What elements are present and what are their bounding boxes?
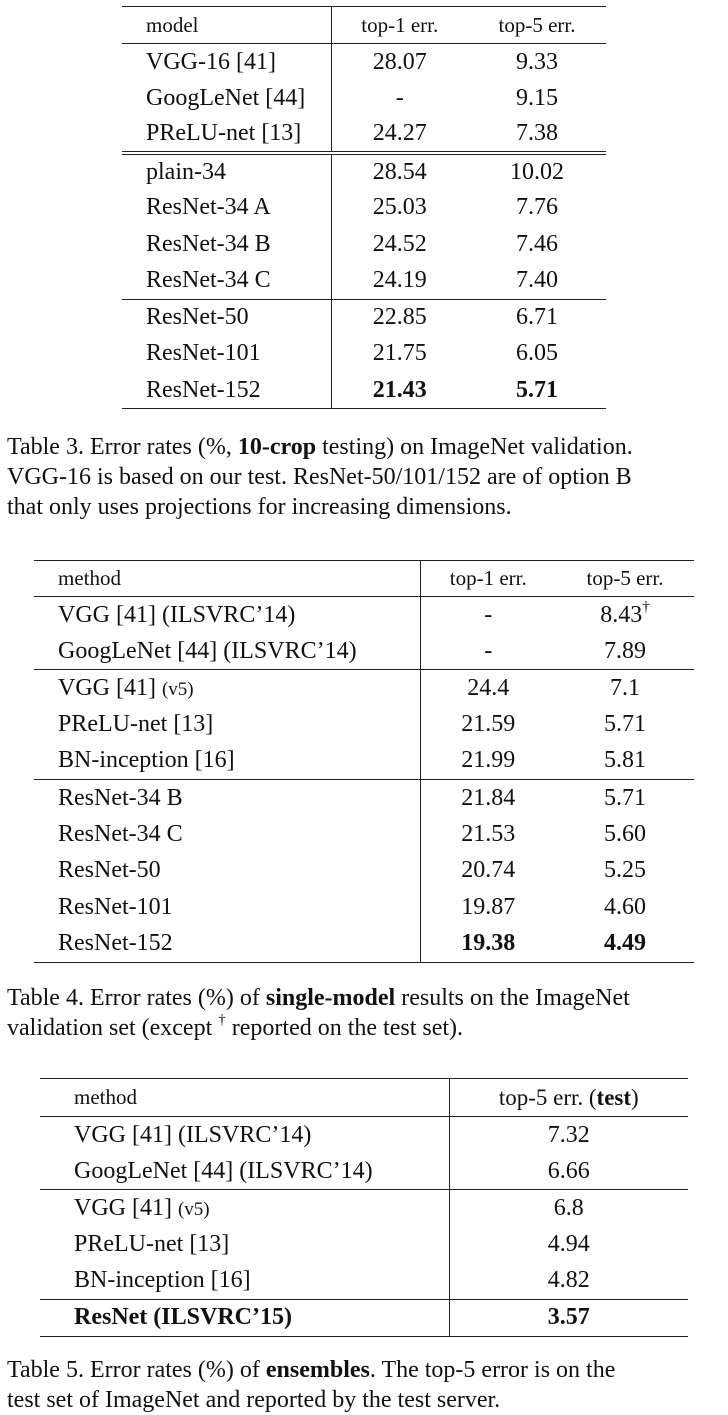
cell-method: ResNet-101 [34,889,420,926]
cell-method: ResNet-34 B [34,779,420,816]
cell-method: VGG [41] (ILSVRC’14) [34,597,420,634]
cell-method: ResNet-152 [34,926,420,963]
cell-model: ResNet-101 [122,336,331,373]
caption-bold: single-model [265,985,396,1011]
table-row [34,816,694,853]
table-row [34,743,694,780]
table-row [34,926,694,963]
table-row [40,1226,688,1263]
cell-method: PReLU-net [13] [34,706,420,743]
caption-text: reported on the test set). [225,1015,464,1041]
cell-model: ResNet-34 C [122,263,331,300]
table-row [40,1190,688,1227]
cell-top1: 24.27 [331,117,468,154]
cell-top5: 4.94 [547,1231,590,1258]
cell-model: VGG-16 [41] [122,44,331,81]
header-top5-test [449,1079,688,1117]
cell-top1: 24.19 [331,263,468,300]
table-5 [40,1078,688,1337]
table-3 [122,6,606,409]
cell-model: ResNet-34 B [122,226,331,263]
table-row [34,779,694,816]
cell-model: PReLU-net [13] [122,117,331,154]
table-row [40,1117,688,1154]
table-row [40,1153,688,1190]
cell-top5-value: 8.43 [600,601,643,628]
cell-method [40,1190,449,1227]
table-row [40,1263,688,1300]
cell-top5: 5.81 [556,743,694,780]
header-top5: top-5 err. [556,561,694,597]
cell-method-note: (v5) [177,1198,210,1220]
cell-top1: 21.84 [461,784,516,811]
cell-top1: - [420,633,556,670]
cell-top5: 7.76 [516,194,558,221]
table-row [122,80,606,117]
header-bold: test [596,1084,632,1110]
cell-top5: 7.38 [468,117,606,154]
cell-top5: 5.60 [604,820,646,847]
cell-method: GoogLeNet [44] (ILSVRC’14) [34,633,420,670]
caption-text: that only uses projections for increasing dimensions. [7,494,512,520]
header-model: model [122,7,331,44]
table-4 [34,560,694,963]
cell-top1: 21.59 [461,711,516,738]
table-row [40,1299,688,1336]
table-row [122,117,606,154]
cell-top1: 24.4 [467,674,510,701]
cell-method [34,670,420,707]
header-text: ) [631,1084,639,1110]
table-row [122,44,606,81]
caption-text: test set of ImageNet and reported by the test server. [7,1387,501,1413]
table-row [34,853,694,890]
table-row [122,336,606,373]
cell-top1: 21.53 [461,820,516,847]
header-method: method [34,561,420,597]
header-top1: top-1 err. [331,7,468,44]
table-row [34,633,694,670]
cell-top5: 6.8 [553,1194,584,1221]
cell-top5: 5.25 [604,857,646,884]
caption-bold: ensembles [265,1357,370,1383]
caption-text: Table 3. Error rates (%, [7,434,238,460]
table-row [122,153,606,190]
cell-top5: 6.66 [449,1153,688,1190]
cell-top5-best: 5.71 [516,376,558,403]
cell-top1: 28.54 [372,158,427,185]
table-row [34,706,694,743]
cell-top5: 7.89 [556,633,694,670]
cell-top5: 9.33 [516,48,558,75]
cell-top5: 9.15 [516,84,558,111]
cell-model: GoogLeNet [44] [122,80,331,117]
cell-top5: 10.02 [510,158,564,185]
cell-top1: 25.03 [372,194,427,221]
caption-text: results on the ImageNet [395,985,630,1011]
cell-top5: 7.46 [516,230,558,257]
cell-top5: 6.71 [516,304,558,330]
cell-method: GoogLeNet [44] (ILSVRC’14) [40,1153,449,1190]
caption-text: Table 5. Error rates (%) of [7,1357,266,1383]
cell-top1: - [395,84,404,111]
header-text: top-5 err. ( [498,1084,597,1110]
header-method: method [40,1079,449,1117]
table-row [34,670,694,707]
cell-method-best: ResNet (ILSVRC’15) [40,1299,449,1336]
cell-top1-best: 19.38 [461,930,516,957]
cell-top1: 20.74 [461,857,516,884]
table-4-caption [7,983,728,1043]
cell-method: PReLU-net [13] [40,1226,449,1263]
table-row [122,226,606,263]
cell-top5: 5.71 [604,711,646,738]
cell-top1: 19.87 [461,894,516,921]
table-row [34,889,694,926]
cell-top1: 21.99 [420,743,556,780]
cell-method-text: VGG [41] [74,1194,172,1221]
cell-top5-best: 3.57 [547,1304,590,1331]
cell-top5: 7.32 [547,1121,590,1148]
cell-top5: 5.71 [604,784,646,811]
caption-text: Table 4. Error rates (%) of [7,985,266,1011]
cell-top5: 4.60 [604,894,646,921]
cell-method: BN-inception [16] [40,1263,449,1300]
dagger-mark: † [642,598,650,615]
cell-top1: 21.75 [372,340,427,367]
cell-top5: 6.05 [516,340,558,367]
header-top1: top-1 err. [420,561,556,597]
table-3-caption [7,432,728,522]
cell-top1: 28.07 [372,48,427,75]
cell-method-note: (v5) [161,678,194,700]
table-header-row [34,561,694,597]
table-row [122,372,606,409]
cell-top5: 4.82 [449,1263,688,1300]
cell-method: ResNet-50 [34,853,420,890]
caption-bold: 10-crop [237,434,317,460]
cell-top1: 24.52 [372,230,427,257]
cell-model: ResNet-50 [122,299,331,336]
caption-text: validation set (except [7,1015,219,1041]
cell-top5 [556,597,694,634]
cell-model: ResNet-34 A [122,190,331,227]
cell-model: plain-34 [122,153,331,190]
cell-top1: - [484,601,493,628]
dagger-mark: † [218,1012,226,1028]
caption-text: VGG-16 is based on our test. ResNet-50/101/152 are of option B [7,464,632,490]
table-row [122,190,606,227]
table-header-row [122,7,606,44]
cell-top1: 22.85 [372,304,427,330]
cell-method: BN-inception [16] [34,743,420,780]
cell-top5-best: 4.49 [604,930,646,957]
caption-text: . The top-5 error is on the [369,1357,616,1383]
table-row [122,263,606,300]
cell-method: VGG [41] (ILSVRC’14) [40,1117,449,1154]
cell-top5: 7.40 [468,263,606,300]
table-row [122,299,606,336]
header-top5: top-5 err. [468,7,606,44]
cell-top1-best: 21.43 [372,376,427,403]
caption-text: testing) on ImageNet validation. [316,434,633,460]
cell-top5: 7.1 [610,674,640,701]
table-row [34,597,694,634]
cell-method: ResNet-34 C [34,816,420,853]
table-5-caption [7,1355,728,1415]
table-header-row [40,1079,688,1117]
cell-model: ResNet-152 [122,372,331,409]
cell-method-text: VGG [41] [58,674,156,701]
